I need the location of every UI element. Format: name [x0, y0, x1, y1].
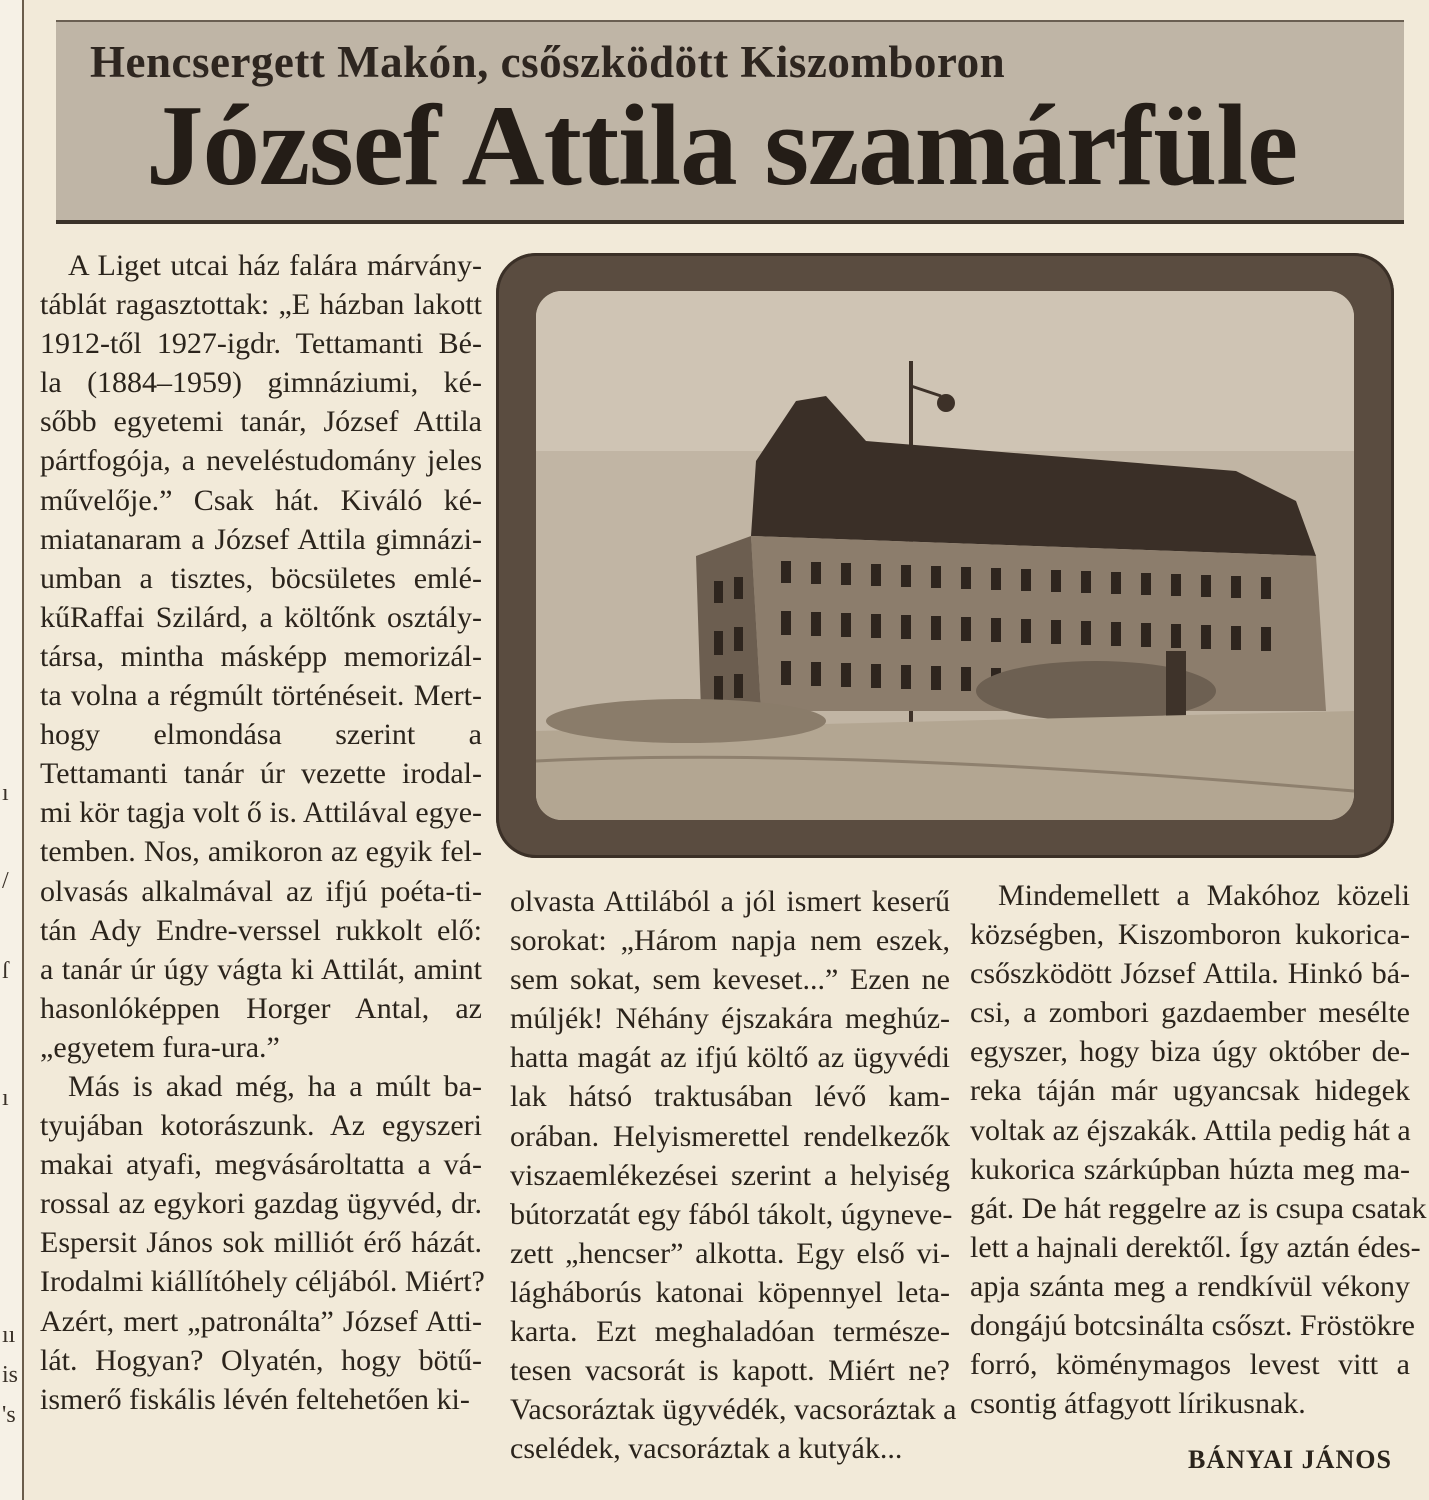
text-line: gát. De hát reggelre az is csupa csatak: [970, 1191, 1427, 1225]
author-byline: BÁNYAI JÁNOS: [1188, 1445, 1392, 1474]
text-line: lett a hajnali derektől. Így aztán édes-: [970, 1230, 1421, 1264]
text-line: a tanár úr úgy vágta ki Attilát, amint: [40, 952, 482, 986]
text-line: 1912-től 1927-igdr. Tettamanti Bé-: [40, 327, 482, 361]
column-1: [40, 246, 485, 1419]
text-line: karta. Ezt meghaladóan természe-: [510, 1315, 950, 1349]
edge-fragment: ı: [2, 780, 9, 806]
edge-fragment: ıı: [2, 1322, 16, 1348]
text-line: Tettamanti tanár úr vezette irodal-: [40, 757, 482, 791]
text-line: tán Ady Endre-verssel rukkolt elő:: [40, 913, 482, 947]
text-line: ismerő fiskális lévén feltehetően ki-: [40, 1382, 470, 1416]
text-line: kukorica szárkúpban húzta meg ma-: [970, 1152, 1410, 1186]
text-line: táblát ragasztottak: „E házban lakott: [40, 288, 482, 322]
text-line: Espersit János sok milliót érő házát.: [40, 1226, 482, 1260]
text-line: művelője.” Csak hát. Kiváló ké-: [40, 483, 482, 517]
text-line: Azért, mert „patronálta” József Atti-: [40, 1304, 482, 1338]
text-line: Irodalmi kiállítóhely céljából. Miért?: [40, 1265, 485, 1299]
text-line: olvasás alkalmával az ifjú poéta-ti-: [40, 874, 482, 908]
building-illustration: [536, 291, 1354, 820]
text-line: temben. Nos, amikoron az egyik fel-: [40, 835, 482, 869]
text-line: mi kör tagja volt ő is. Attilával egye-: [40, 796, 482, 830]
text-line: „egyetem fura-ura.”: [40, 1030, 280, 1064]
text-line: hasonlóképpen Horger Antal, az: [40, 991, 482, 1025]
text-line: voltak az éjszakák. Attila pedig hát a: [970, 1113, 1411, 1147]
edge-fragment: is: [2, 1362, 19, 1388]
text-line: miatanaram a József Attila gimnázi-: [40, 522, 482, 556]
text-line: lak hátsó traktusában lévő kam-: [510, 1080, 950, 1114]
text-line: múljék! Néhány éjszakára meghúz-: [510, 1002, 950, 1036]
text-line: rossal az egykori gazdag ügyvéd, dr.: [40, 1187, 482, 1221]
text-line: csi, a zombori gazdaember mesélte: [970, 996, 1410, 1030]
column-3: [970, 876, 1427, 1423]
headline: József Attila szamárfüle: [146, 82, 1298, 209]
text-line: orában. Helyismerettel rendelkezők: [510, 1119, 950, 1153]
text-line: forró, köménymagos levest vitt a: [970, 1348, 1410, 1382]
edge-fragment: 's: [2, 1402, 16, 1428]
text-line: bútorzatát egy fából tákolt, úgyneve-: [510, 1197, 953, 1231]
text-line: makai atyafi, megvásároltatta a vá-: [40, 1148, 482, 1182]
text-line: sorokat: „Három napja nem eszek,: [510, 924, 950, 958]
adjacent-column-edge: [0, 0, 24, 1500]
text-line: umban a tisztes, böcsületes emlé-: [40, 561, 482, 595]
text-line: Vacsoráztak ügyvédék, vacsoráztak a: [510, 1393, 957, 1427]
edge-fragment: ſ: [2, 958, 9, 984]
text-line: lát. Hogyan? Olyatén, hogy bötű-: [40, 1343, 482, 1377]
edge-fragment: /: [2, 868, 9, 894]
text-line: társa, mintha másképp memorizál-: [40, 639, 482, 673]
text-line: dongájú botcsinálta csőszt. Fröstökre: [970, 1309, 1415, 1343]
building-photo: [536, 291, 1354, 820]
text-line: hogy elmondása szerint a: [40, 718, 482, 752]
text-line: Más is akad még, ha a múlt ba-: [68, 1069, 482, 1103]
text-line: ta volna a régmúlt történéseit. Mert-: [40, 679, 482, 713]
text-line: la (1884–1959) gimnáziumi, ké-: [40, 366, 482, 400]
text-line: egyszer, hogy biza úgy október de-: [970, 1035, 1410, 1069]
column-2: [510, 882, 957, 1468]
text-line: reka táján már ugyancsak hidegek: [970, 1074, 1410, 1108]
kicker: Hencsergett Makón, csőszködött Kiszomboron: [90, 37, 1006, 87]
text-line: tesen vacsorát is kapott. Miért ne?: [510, 1354, 950, 1388]
text-line: zett „hencser” alkotta. Egy első vi-: [510, 1236, 950, 1270]
text-line: csontig átfagyott lírikusnak.: [970, 1387, 1306, 1421]
text-line: olvasta Attilából a jól ismert keserű: [510, 885, 950, 918]
text-line: A Liget utcai ház falára márvány-: [68, 249, 482, 282]
text-line: tyujában kotorászunk. Az egyszeri: [40, 1109, 482, 1143]
text-line: sem sokat, sem keveset...” Ezen ne: [510, 963, 950, 997]
text-line: községben, Kiszomboron kukorica-: [970, 918, 1410, 952]
text-line: apja szánta meg a rendkívül vékony: [970, 1269, 1410, 1303]
text-line: sőbb egyetemi tanár, József Attila: [40, 405, 482, 439]
photo-frame: [496, 253, 1394, 858]
text-line: cselédek, vacsoráztak a kutyák...: [510, 1432, 903, 1466]
text-line: lágháborús katonai köpennyel leta-: [510, 1275, 950, 1309]
text-line: kűRaffai Szilárd, a költőnk osztály-: [40, 600, 482, 634]
edge-fragment: ı: [2, 1085, 9, 1111]
text-line: Mindemellett a Makóhoz közeli: [998, 879, 1410, 912]
text-line: hatta magát az ifjú költő az ügyvédi: [510, 1041, 950, 1075]
text-line: pártfogója, a neveléstudomány jeles: [40, 444, 482, 478]
text-line: csőszködött József Attila. Hinkó bá-: [970, 957, 1410, 991]
text-line: viszaemlékezései szerint a helyiség: [510, 1158, 950, 1192]
